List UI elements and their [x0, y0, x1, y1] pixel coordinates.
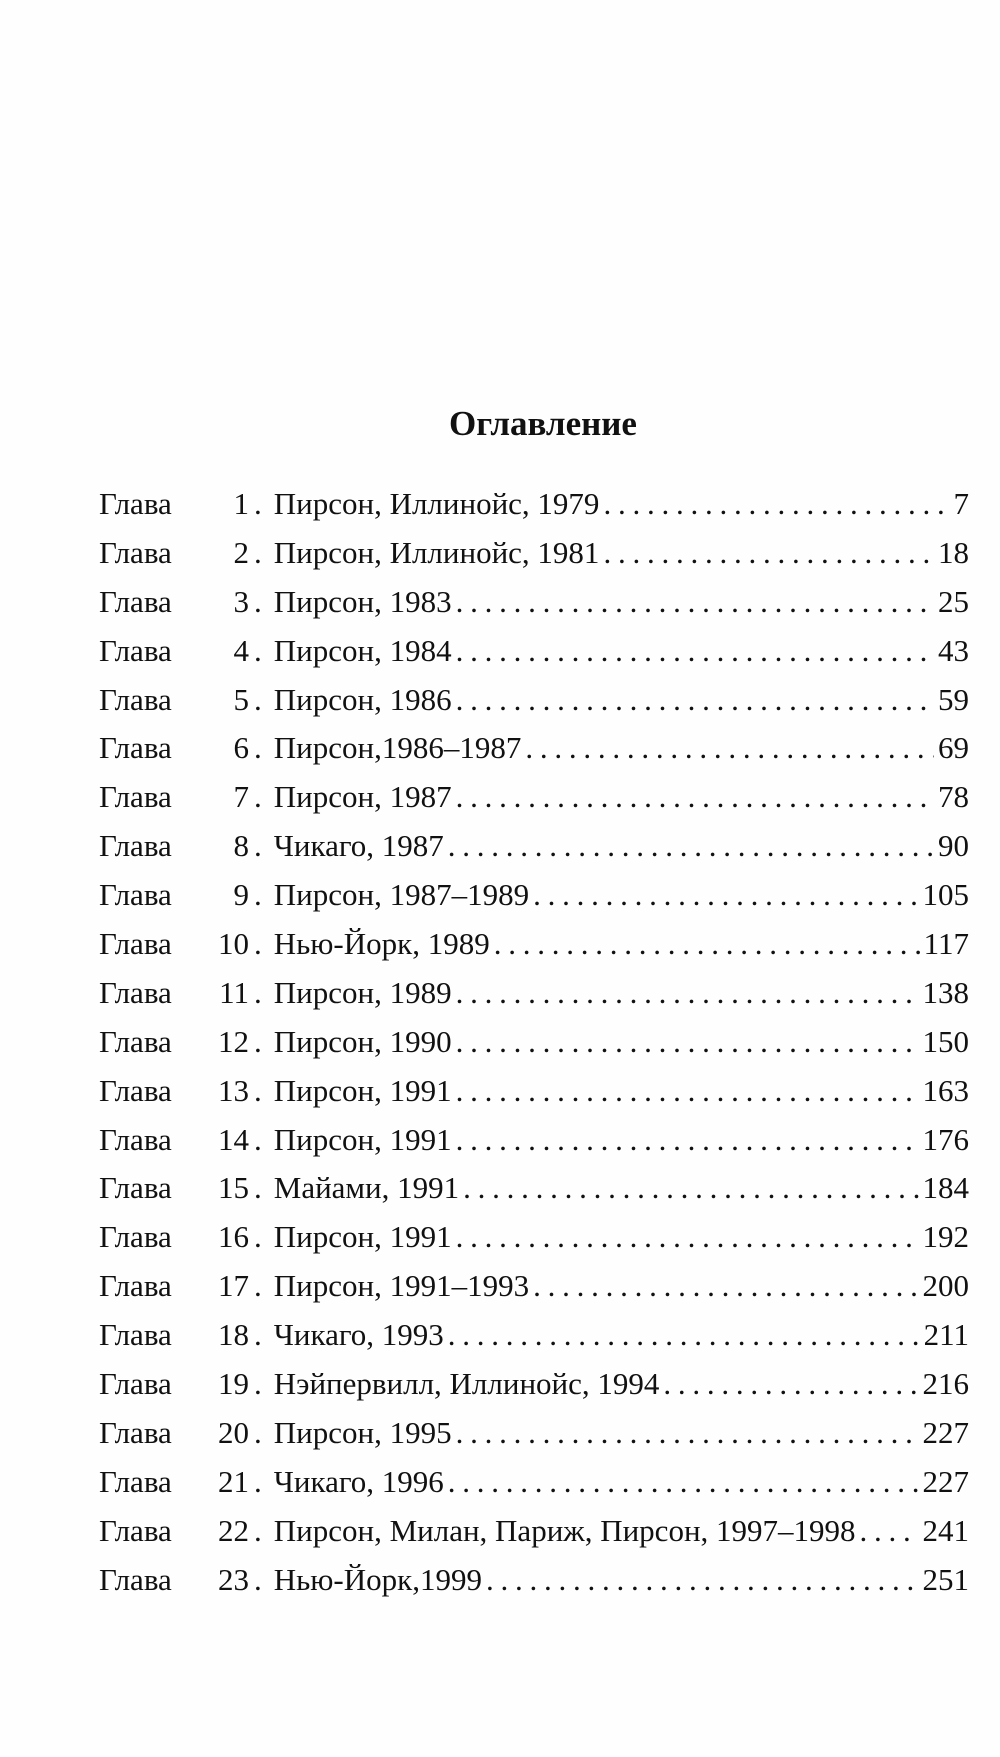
- page-number: 69: [938, 730, 969, 766]
- chapter-title: . Чикаго, 1987: [255, 828, 444, 864]
- dot-leader: [494, 926, 920, 962]
- toc-entry[interactable]: [99, 1513, 969, 1562]
- page-number: 241: [922, 1512, 969, 1548]
- chapter-word: Глава: [99, 1121, 172, 1157]
- chapter-title: . Майами, 1991: [255, 1170, 459, 1206]
- chapter-number: 6: [233, 730, 249, 766]
- toc-entry[interactable]: [99, 682, 969, 731]
- dot-leader: [448, 1317, 920, 1353]
- dot-leader: [456, 1122, 919, 1158]
- chapter-number: 17: [218, 1268, 249, 1304]
- page-number: 227: [922, 1463, 969, 1499]
- chapter-title: . Пирсон, 1987–1989: [255, 877, 529, 913]
- toc-entry[interactable]: [99, 1073, 969, 1122]
- chapter-word: Глава: [99, 486, 172, 521]
- dot-leader: [533, 1268, 918, 1304]
- page-number: 90: [938, 828, 969, 864]
- chapter-title: . Пирсон, Иллинойс, 1979: [255, 486, 599, 522]
- dot-leader: [860, 1513, 919, 1549]
- page-number: 105: [922, 877, 969, 913]
- chapter-title: . Нэйпервилл, Иллинойс, 1994: [255, 1366, 659, 1402]
- chapter-title: . Пирсон, 1991: [255, 1219, 452, 1255]
- toc-entry[interactable]: [99, 926, 969, 975]
- page-number: 211: [923, 1317, 969, 1353]
- toc-entry[interactable]: [99, 1464, 969, 1513]
- dot-leader: [463, 1170, 918, 1206]
- chapter-number: 15: [218, 1170, 249, 1206]
- chapter-number: 22: [218, 1512, 249, 1548]
- chapter-word: Глава: [99, 974, 172, 1010]
- chapter-title: . Пирсон, 1987: [255, 779, 452, 815]
- dot-leader: [456, 1073, 919, 1109]
- dot-leader: [456, 633, 934, 669]
- toc-entry[interactable]: [99, 877, 969, 926]
- chapter-word: Глава: [99, 1561, 172, 1597]
- chapter-title: . Пирсон, Милан, Париж, Пирсон, 1997–1998: [255, 1513, 856, 1549]
- page-number: 78: [938, 779, 969, 815]
- chapter-word: Глава: [99, 632, 172, 668]
- page-number: 192: [922, 1219, 969, 1255]
- chapter-word: Глава: [99, 779, 172, 815]
- dot-leader: [456, 584, 934, 620]
- chapter-title: . Пирсон, 1991: [255, 1073, 452, 1109]
- chapter-number: 9: [233, 877, 249, 913]
- toc-entry[interactable]: [99, 828, 969, 877]
- chapter-word: Глава: [99, 681, 172, 717]
- toc-entry[interactable]: [99, 1562, 969, 1611]
- page-number: 176: [922, 1121, 969, 1157]
- chapter-number: 12: [218, 1023, 249, 1059]
- toc-entry[interactable]: [99, 584, 969, 633]
- chapter-word: Глава: [99, 926, 172, 962]
- chapter-number: 3: [233, 583, 249, 619]
- chapter-title: . Пирсон,1986–1987: [255, 730, 521, 766]
- page-number: 7: [953, 486, 969, 521]
- dot-leader: [456, 1024, 919, 1060]
- chapter-number: 16: [218, 1219, 249, 1255]
- toc-entry[interactable]: [99, 730, 969, 779]
- chapter-number: 11: [219, 974, 249, 1010]
- chapter-number: 13: [218, 1072, 249, 1108]
- chapter-title: . Чикаго, 1996: [255, 1464, 444, 1500]
- page-number: 59: [938, 681, 969, 717]
- chapter-number: 18: [218, 1317, 249, 1353]
- chapter-title: . Чикаго, 1993: [255, 1317, 444, 1353]
- toc-entry[interactable]: [99, 779, 969, 828]
- chapter-number: 14: [218, 1121, 249, 1157]
- chapter-title: . Пирсон, 1986: [255, 682, 452, 718]
- page-number: 117: [923, 926, 969, 962]
- table-of-contents: [99, 486, 969, 1610]
- chapter-number: 7: [233, 779, 249, 815]
- toc-entry[interactable]: [99, 1219, 969, 1268]
- dot-leader: [486, 1562, 919, 1598]
- page-number: 150: [922, 1023, 969, 1059]
- toc-entry[interactable]: [99, 1170, 969, 1219]
- chapter-word: Глава: [99, 1072, 172, 1108]
- chapter-word: Глава: [99, 1170, 172, 1206]
- dot-leader: [533, 877, 918, 913]
- toc-entry[interactable]: [99, 535, 969, 584]
- chapter-word: Глава: [99, 730, 172, 766]
- page-number: 216: [922, 1366, 969, 1402]
- chapter-title: . Пирсон, Иллинойс, 1981: [255, 535, 599, 571]
- chapter-word: Глава: [99, 1023, 172, 1059]
- chapter-word: Глава: [99, 1463, 172, 1499]
- chapter-number: 23: [218, 1561, 249, 1597]
- dot-leader: [456, 682, 934, 718]
- chapter-number: 19: [218, 1366, 249, 1402]
- chapter-word: Глава: [99, 877, 172, 913]
- page-number: 43: [938, 632, 969, 668]
- chapter-word: Глава: [99, 828, 172, 864]
- chapter-number: 5: [233, 681, 249, 717]
- chapter-word: Глава: [99, 583, 172, 619]
- chapter-title: . Пирсон, 1989: [255, 975, 452, 1011]
- chapter-title: . Нью-Йорк,1999: [255, 1562, 482, 1598]
- chapter-word: Глава: [99, 1366, 172, 1402]
- chapter-word: Глава: [99, 534, 172, 570]
- toc-entry[interactable]: [99, 975, 969, 1024]
- toc-entry[interactable]: [99, 1415, 969, 1464]
- chapter-number: 20: [218, 1414, 249, 1450]
- toc-entry[interactable]: [99, 1268, 969, 1317]
- chapter-title: . Пирсон, 1990: [255, 1024, 452, 1060]
- chapter-title: . Пирсон, 1983: [255, 584, 452, 620]
- chapter-title: . Пирсон, 1991: [255, 1122, 452, 1158]
- dot-leader: [456, 1415, 919, 1451]
- chapter-title: . Пирсон, 1984: [255, 633, 452, 669]
- dot-leader: [603, 535, 934, 571]
- dot-leader: [525, 730, 934, 766]
- page-number: 18: [938, 534, 969, 570]
- page-number: 25: [938, 583, 969, 619]
- chapter-title: . Пирсон, 1991–1993: [255, 1268, 529, 1304]
- chapter-number: 1: [233, 486, 249, 521]
- chapter-number: 2: [233, 534, 249, 570]
- toc-entry[interactable]: [99, 1366, 969, 1415]
- page-number: 184: [922, 1170, 969, 1206]
- chapter-title: . Пирсон, 1995: [255, 1415, 452, 1451]
- page-title: Оглавление: [449, 404, 637, 443]
- page-number: 227: [922, 1414, 969, 1450]
- chapter-number: 4: [233, 632, 249, 668]
- toc-entry[interactable]: [99, 486, 969, 535]
- dot-leader: [448, 828, 934, 864]
- dot-leader: [456, 1219, 919, 1255]
- page-number: 200: [922, 1268, 969, 1304]
- toc-entry[interactable]: [99, 1024, 969, 1073]
- chapter-title: . Нью-Йорк, 1989: [255, 926, 490, 962]
- dot-leader: [456, 779, 934, 815]
- page-number: 251: [922, 1561, 969, 1597]
- chapter-word: Глава: [99, 1414, 172, 1450]
- dot-leader: [603, 486, 949, 522]
- page-number: 138: [922, 974, 969, 1010]
- page-number: 163: [922, 1072, 969, 1108]
- toc-entry[interactable]: [99, 1122, 969, 1171]
- chapter-word: Глава: [99, 1317, 172, 1353]
- toc-entry[interactable]: [99, 1317, 969, 1366]
- toc-entry[interactable]: [99, 633, 969, 682]
- chapter-word: Глава: [99, 1268, 172, 1304]
- chapter-word: Глава: [99, 1219, 172, 1255]
- chapter-number: 10: [218, 926, 249, 962]
- chapter-word: Глава: [99, 1512, 172, 1548]
- dot-leader: [448, 1464, 919, 1500]
- dot-leader: [456, 975, 919, 1011]
- dot-leader: [663, 1366, 918, 1402]
- chapter-number: 8: [233, 828, 249, 864]
- chapter-number: 21: [218, 1463, 249, 1499]
